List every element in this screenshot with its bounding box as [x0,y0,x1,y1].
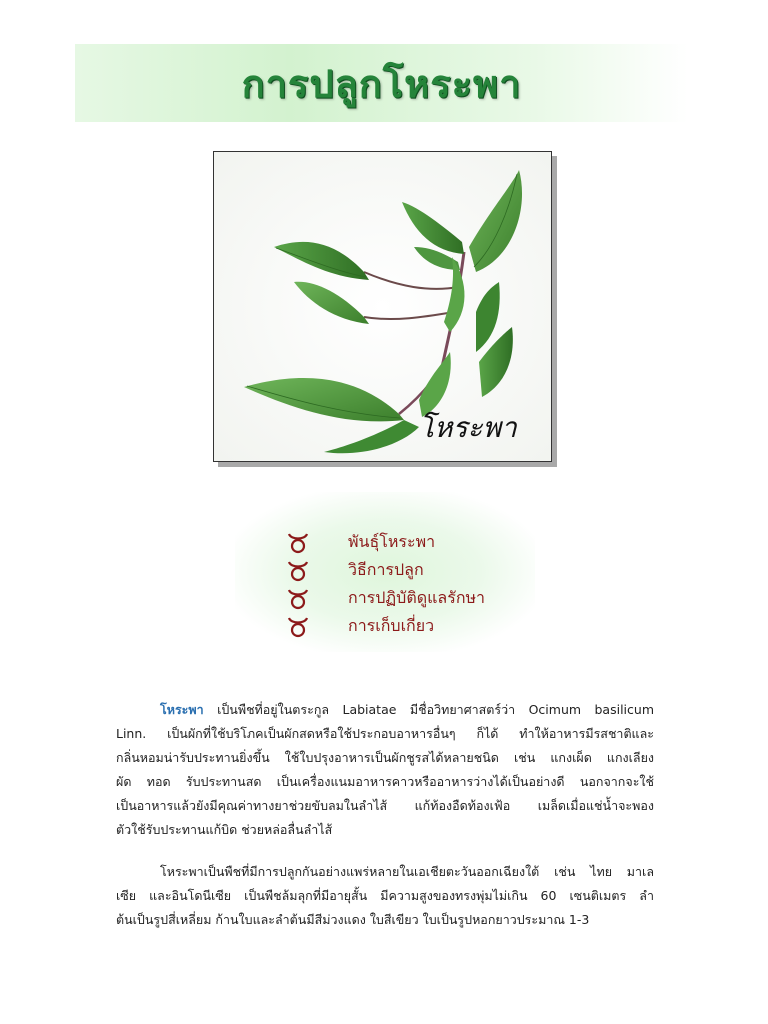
paragraph-distribution [116,860,654,932]
taurus-symbol-icon [286,531,310,555]
basil-photo [213,151,552,462]
paragraph-line [116,770,654,794]
paragraph-line [116,746,654,770]
menu-item-label: การปฏิบัติดูแลรักษา [348,588,486,607]
line-text: เป็นพืชที่อยู่ในตระกูล Labiatae มีชื่อวิทยาศาสตร์ว่า Ocimum basilicum [203,702,654,717]
line-text: กลิ่นหอมน่ารับประทานยิ่งขึ้น ใช้ใบปรุงอาหารเป็นผักชูรสได้หลายชนิด เช่น แกงเผ็ด แกงเลียง [116,750,654,765]
paragraph-line [116,908,654,932]
line-text: ผัด ทอด รับประทานสด เป็นเครื่องแนมอาหารคาวหรืออาหารว่างได้เป็นอย่างดี นอกจากจะใช้ [116,774,654,789]
title-banner [75,44,688,122]
line-text: Linn. เป็นผักที่ใช้บริโภคเป็นผักสดหรือใช้ประกอบอาหารอื่นๆ ก็ได้ ทำให้อาหารมีรสชาติและ [116,726,654,741]
paragraph-line [116,722,654,746]
menu-item[interactable] [286,612,516,640]
basil-leaves-illustration [214,152,551,461]
taurus-symbol-icon [286,615,310,639]
paragraph-line [116,818,654,842]
paragraph-line [116,698,654,722]
menu-item-label: พันธุ์โหระพา [348,532,436,551]
taurus-symbol-icon [286,559,310,583]
line-text: โหระพาเป็นพืชที่มีการปลูกกันอย่างแพร่หลายในเอเชียตะวันออกเฉียงใต้ เช่น ไทย มาเล [160,864,654,879]
line-text: ตัวใช้รับประทานแก้บิด ช่วยหล่อลื่นลำไส้ [116,822,333,837]
paragraph-line [116,860,654,884]
photo-caption: โหระพา [419,411,517,444]
paragraph-line [116,884,654,908]
page-title: การปลูกโหระพา [241,61,522,106]
paragraph-line [116,794,654,818]
menu-item-label: การเก็บเกี่ยว [348,616,435,635]
line-text: ต้นเป็นรูปสี่เหลี่ยม ก้านใบและลำต้นมีสีม่วงแดง ใบสีเขียว ใบเป็นรูปหอกยาวประมาณ 1-3 [116,912,590,927]
taurus-symbol-icon [286,587,310,611]
line-text: เป็นอาหารแล้วยังมีคุณค่าทางยาช่วยขับลมในลำไส้ แก้ท้องอืดท้องเฟ้อ เมล็ดเมื่อแช่น้ำจะพอง [116,798,654,813]
menu-item[interactable] [286,528,516,556]
menu-item-label: วิธีการปลูก [348,560,424,579]
line-text: เซีย และอินโดนีเซีย เป็นพืชล้มลุกที่มีอายุสั้น มีความสูงของทรงพุ่มไม่เกิน 60 เซนติเมตร ลำ [116,888,654,903]
menu-item[interactable] [286,584,516,612]
menu-item[interactable] [286,556,516,584]
paragraph-intro [116,698,654,842]
highlight-term: โหระพา [160,702,204,717]
